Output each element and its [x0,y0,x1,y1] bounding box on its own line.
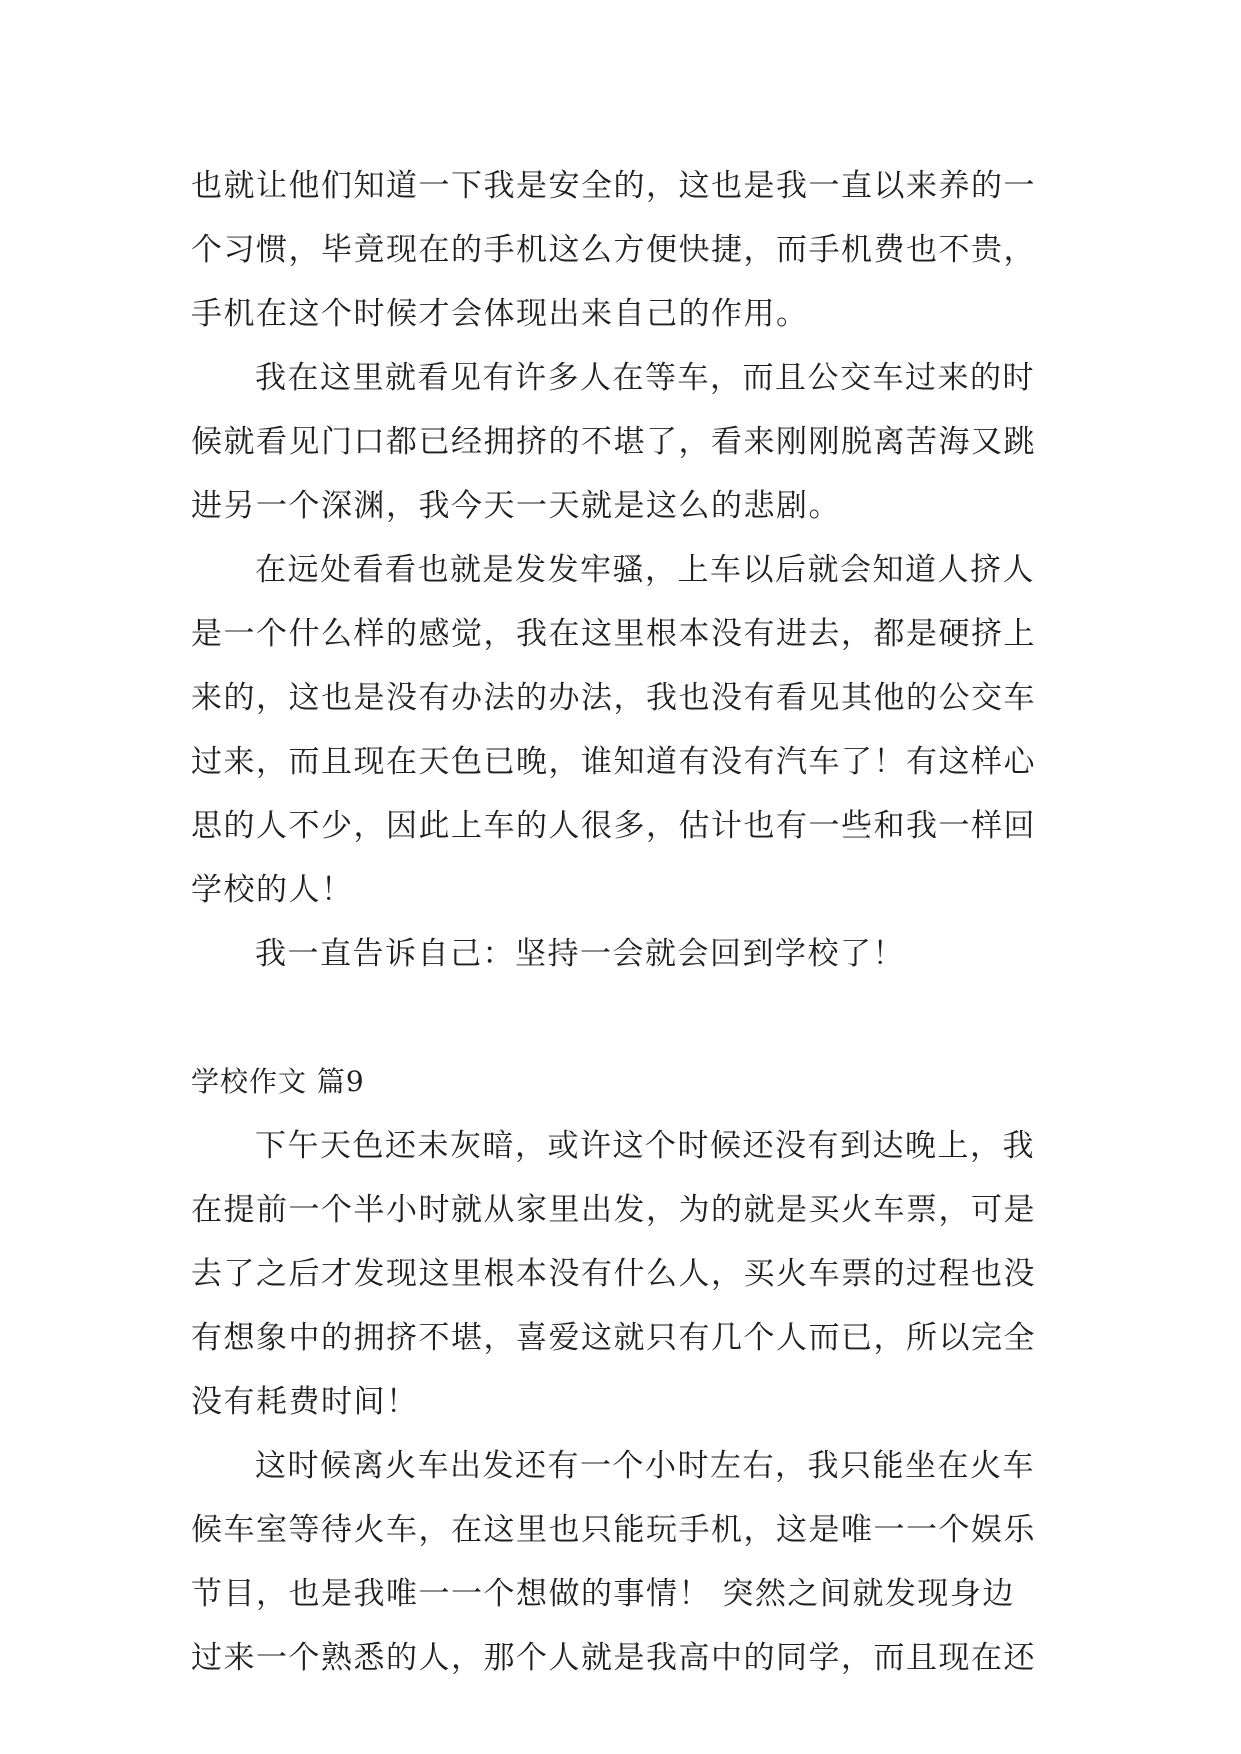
document-body [191,154,1071,1690]
text-line: 候车室等待火车，在这里也只能玩手机，这是唯一一个娱乐 [191,1512,1036,1548]
text-line: 学校的人！ [191,872,354,908]
text-line: 在提前一个半小时就从家里出发，为的就是买火车票，可是 [191,1192,1036,1228]
text-line: 来的，这也是没有办法的办法，我也没有看见其他的公交车 [191,680,1036,716]
text-line: 下午天色还未灰暗，或许这个时候还没有到达晚上，我 [255,1128,1035,1164]
text-line: 个习惯，毕竟现在的手机这么方便快捷，而手机费也不贵， [191,232,1036,268]
paragraph [191,1114,1071,1434]
text-line: 思的人不少，因此上车的人很多，估计也有一些和我一样回 [191,808,1036,844]
text-line: 过来一个熟悉的人，那个人就是我高中的同学，而且现在还 [191,1640,1036,1676]
text-line: 过来，而且现在天色已晚，谁知道有没有汽车了！有这样心 [191,744,1036,780]
text-line: 我在这里就看见有许多人在等车，而且公交车过来的时 [255,360,1035,396]
text-line: 在远处看看也就是发发牢骚，上车以后就会知道人挤人 [255,552,1035,588]
text-line: 候就看见门口都已经拥挤的不堪了，看来刚刚脱离苦海又跳 [191,424,1036,460]
text-line: 去了之后才发现这里根本没有什么人，买火车票的过程也没 [191,1256,1036,1292]
text-line: 这时候离火车出发还有一个小时左右，我只能坐在火车 [255,1448,1035,1484]
text-line: 手机在这个时候才会体现出来自己的作用。 [191,296,809,332]
section-gap [191,986,1071,1050]
text-line: 也就让他们知道一下我是安全的，这也是我一直以来养的一 [191,168,1036,204]
text-line: 我一直告诉自己：坚持一会就会回到学校了！ [255,936,905,972]
text-line: 是一个什么样的感觉，我在这里根本没有进去，都是硬挤上 [191,616,1036,652]
text-line: 有想象中的拥挤不堪，喜爱这就只有几个人而已，所以完全 [191,1320,1036,1356]
paragraph [191,154,1071,346]
text-line: 没有耗费时间！ [191,1384,419,1420]
paragraph [191,1434,1071,1690]
paragraph [191,922,1071,986]
section-heading: 学校作文 篇9 [191,1065,365,1098]
paragraph [191,538,1071,922]
text-line: 进另一个深渊，我今天一天就是这么的悲剧。 [191,488,841,524]
paragraph [191,346,1071,538]
text-line: 节目，也是我唯一一个想做的事情！ 突然之间就发现身边 [191,1576,1015,1612]
